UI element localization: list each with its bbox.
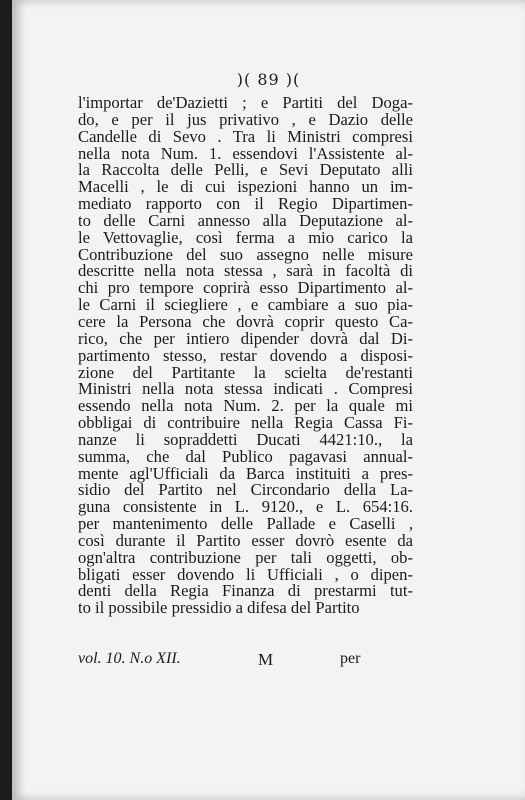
text-line: denti della Regia Finanza di prestarmi tut- (78, 581, 413, 601)
text-line: per mantenimento delle Pallade e Caselli , (78, 514, 413, 534)
page-number: )( 89 )( (236, 70, 301, 89)
text-line: nella nota Num. 1. essendovi l'Assistente al- (78, 143, 413, 163)
text-line: così durante il Partito esser dovrò esente da (78, 530, 413, 550)
text-line: la Raccolta delle Pelli, e Sevi Deputato alli (78, 160, 413, 180)
text-line: Ministri nella nota stessa indicati . Compresi (78, 379, 413, 399)
body-text (78, 95, 413, 617)
text-line: cere la Persona che dovrà coprir questo Ca- (78, 311, 413, 331)
text-line: nanze li sopraddetti Ducati 4421:10., la (78, 429, 413, 449)
text-line: to il possibile pressidio a difesa del Partito (78, 598, 360, 618)
text-line: obbligai di contribuire nella Regia Cassa Fi- (78, 413, 413, 433)
text-line: mente agl'Ufficiali da Barca instituiti a pres- (78, 463, 413, 483)
text-line: summa, che dal Publico pagavasi annual- (78, 446, 413, 466)
text-line: essendo nella nota Num. 2. per la quale mi (78, 396, 413, 416)
text-line: partimento stesso, restar dovendo a disposi- (78, 345, 413, 365)
text-line: le Carni il sciegliere , e cambiare a suo pia- (78, 295, 413, 315)
text-line: mediato rapporto con il Regio Dipartimen- (78, 194, 413, 214)
text-line: zione del Partitante la scielta de'restanti (78, 362, 413, 382)
document-page (12, 0, 525, 800)
text-line: descritte nella nota stessa , sarà in facoltà di (78, 261, 413, 281)
text-line: chi pro tempore coprirà esso Dipartimento al- (78, 278, 413, 298)
volume-mark: vol. 10. N.o XII. (78, 650, 181, 667)
text-line: ogn'altra contribuzione per tali oggetti, ob- (78, 547, 413, 567)
page-footer (78, 650, 413, 670)
text-line: to delle Carni annesso alla Deputazione al- (78, 210, 413, 230)
text-line: Macelli , le di cui ispezioni hanno un im- (78, 177, 413, 197)
text-line: le Vettovaglie, così ferma a mio carico la (78, 227, 413, 247)
text-line: Candelle di Sevo . Tra li Ministri compresi (78, 126, 413, 146)
text-line: l'importar de'Dazietti ; e Partiti del Doga- (78, 93, 413, 112)
text-line: rico, che per intiero dipender dovrà dal Di- (78, 328, 413, 348)
catchword: per (340, 650, 361, 667)
text-line: guna consistente in L. 9120., e L. 654:16. (78, 497, 413, 517)
signature-mark: M (258, 650, 274, 669)
text-line: sidio del Partito nel Circondario della La- (78, 480, 413, 500)
text-line: bligati esser dovendo li Ufficiali , o dipen- (78, 564, 413, 584)
text-line: do, e per il jus privativo , e Dazio delle (78, 109, 413, 129)
text-line: Contribuzione del suo assegno nelle misure (78, 244, 413, 264)
